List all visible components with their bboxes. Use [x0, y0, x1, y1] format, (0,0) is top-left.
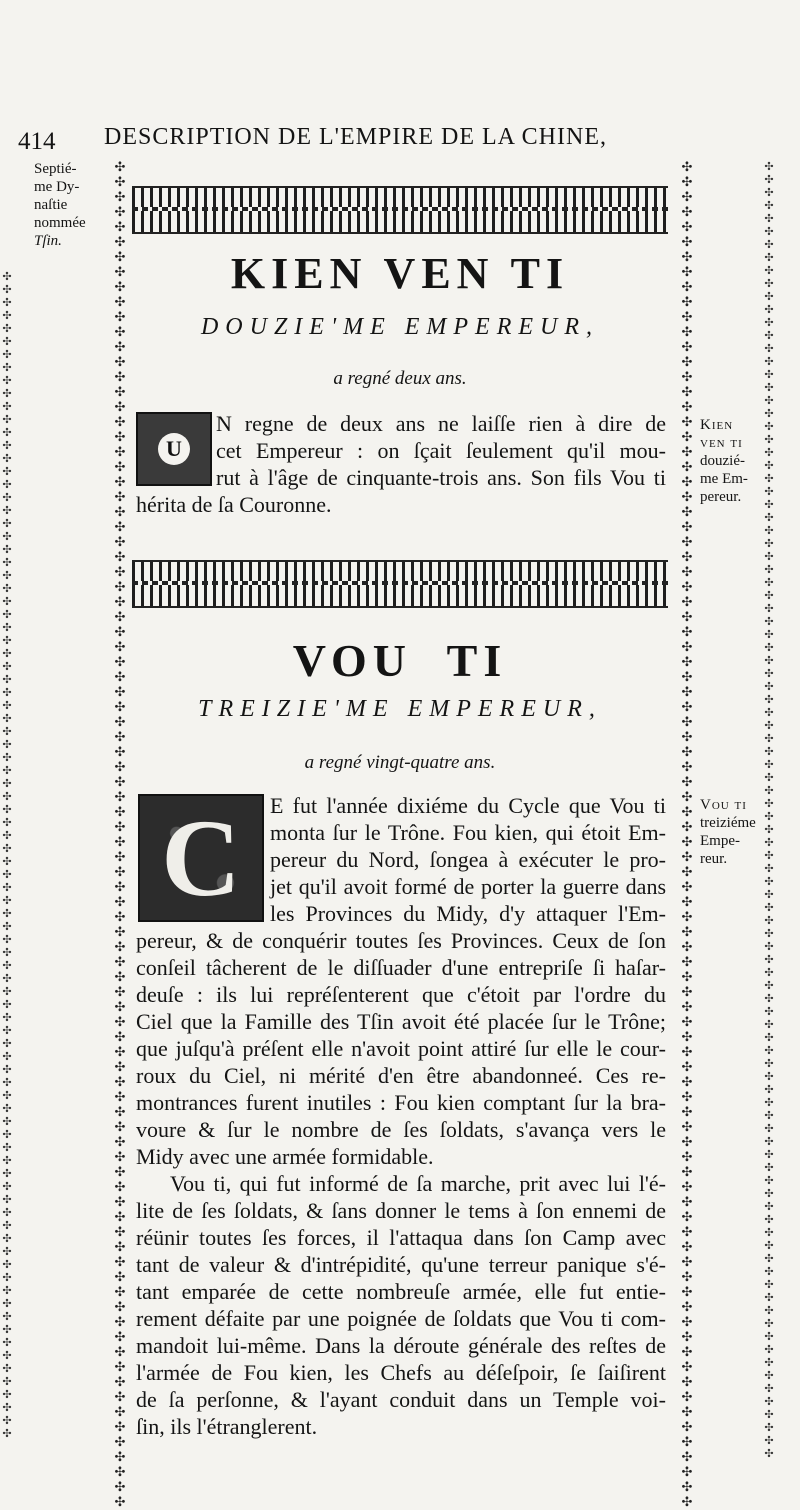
- margin-note-kien-ven-ti: Kien ven ti douzié- me Em- pereur.: [700, 417, 748, 505]
- margin-note-vou-ti: Vou ti treiziéme Empe- reur.: [700, 797, 756, 867]
- section2-para1-indented: E fut l'année dixiéme du Cycle que Vou ti monta ſur le Trône. Fou kien, qui étoit Em- pereur du Nord, ſongea à exécuter le pro- jet qu'il avoit formé de porter la guerre dans les Provinces du Midy, d'y attaquer l'Em-: [270, 793, 666, 926]
- running-title: DESCRIPTION DE L'EMPIRE DE LA CHINE,: [104, 124, 607, 150]
- ornament-border-right-edge: ✣✣✣✣✣✣✣✣✣✣✣✣✣✣✣✣✣✣✣✣✣✣✣✣✣✣✣✣✣✣✣✣✣✣✣✣✣✣✣✣✣✣✣✣✣✣✣✣✣✣✣✣✣✣✣✣✣✣✣✣✣✣✣✣✣✣✣✣✣✣✣✣✣✣✣✣✣✣✣✣✣✣✣✣✣✣✣✣✣✣✣✣✣✣✣✣✣✣✣✣: [764, 160, 774, 1460]
- section2-subtitle: TREIZIE'ME EMPEREUR,: [198, 696, 602, 722]
- margin-note-dynasty: Septié- me Dy- naſtie nommée Tſin.: [34, 161, 86, 249]
- page-number: 414: [18, 128, 56, 155]
- ornament-band-top: [132, 186, 668, 234]
- section1-text-full: hérita de ſa Couronne.: [136, 492, 332, 517]
- ornament-border-right: ✣✣✣✣✣✣✣✣✣✣✣✣✣✣✣✣✣✣✣✣✣✣✣✣✣✣✣✣✣✣✣✣✣✣✣✣✣✣✣✣✣✣✣✣✣✣✣✣✣✣✣✣✣✣✣✣✣✣✣✣✣✣✣✣✣✣✣✣✣✣✣✣✣✣✣✣✣✣✣✣✣✣✣✣✣✣✣✣✣✣: [681, 160, 693, 1510]
- section1-text-indented: N regne de deux ans ne laiſſe rien à dire de cet Empereur : on ſçait ſeulement qu'il mou- rut à l'âge de cinquante-trois ans. Son fils Vou ti: [216, 411, 666, 490]
- section1-reign: a regné deux ans.: [333, 368, 467, 389]
- section1-subtitle: DOUZIE'ME EMPEREUR,: [200, 314, 600, 340]
- ornament-band-middle: [132, 560, 668, 608]
- ornament-border-left: ✣✣✣✣✣✣✣✣✣✣✣✣✣✣✣✣✣✣✣✣✣✣✣✣✣✣✣✣✣✣✣✣✣✣✣✣✣✣✣✣✣✣✣✣✣✣✣✣✣✣✣✣✣✣✣✣✣✣✣✣✣✣✣✣✣✣✣✣✣✣✣✣✣✣✣✣✣✣✣✣✣✣✣✣✣✣✣✣✣✣: [114, 160, 126, 1510]
- dropcap-c: C: [138, 794, 264, 922]
- ornament-border-left-edge: ✣✣✣✣✣✣✣✣✣✣✣✣✣✣✣✣✣✣✣✣✣✣✣✣✣✣✣✣✣✣✣✣✣✣✣✣✣✣✣✣✣✣✣✣✣✣✣✣✣✣✣✣✣✣✣✣✣✣✣✣✣✣✣✣✣✣✣✣✣✣✣✣✣✣✣✣✣✣✣✣✣✣✣✣✣✣✣✣✣✣: [2, 270, 12, 1440]
- section2-para1-full: pereur, & de conquérir toutes ſes Provinces. Ceux de ſon conſeil tâcherent de le diſſuader d'une entrepriſe ſi haſar- deuſe : ils lui repréſenterent que c'étoit par l'ordre du Ciel que la Famille des Tſin avoit été placée ſur le Trône; que juſqu'à préſent elle n'avoit point attiré ſur elle le cour- roux du Ciel, ni mérité d'en être abandonneé. Ces re- montrances furent inutiles : Fou kien comptant ſur la bra- voure & ſur le nombre de ſes ſoldats, s'avança vers le Midy avec une armée formidable. Vou ti, qui fut informé de ſa marche, prit avec lui l'é- lite de ſes ſoldats, & ſans donner le tems à ſon ennemi de réünir toutes ſes forces, il l'attaqua dans ſon Camp avec tant de valeur & d'intrépidité, qu'une terreur panique s'é- tant emparée de cette nombreuſe armée, elle fut entie- rement défaite par une poignée de ſoldats que Vou ti com- mandoit lui-même. Dans la déroute générale des reſtes de l'armée de Fou kien, les Chefs au déſeſpoir, ſe ſaiſirent de ſa perſonne, & l'ayant conduit dans un Temple voi- ſin, ils l'étranglerent.: [136, 928, 666, 1439]
- section2-reign: a regné vingt-quatre ans.: [304, 752, 496, 773]
- section2-title: VOU TI: [292, 635, 508, 686]
- dropcap-u: U: [136, 412, 212, 486]
- section1-title: KIEN VEN TI: [230, 249, 570, 298]
